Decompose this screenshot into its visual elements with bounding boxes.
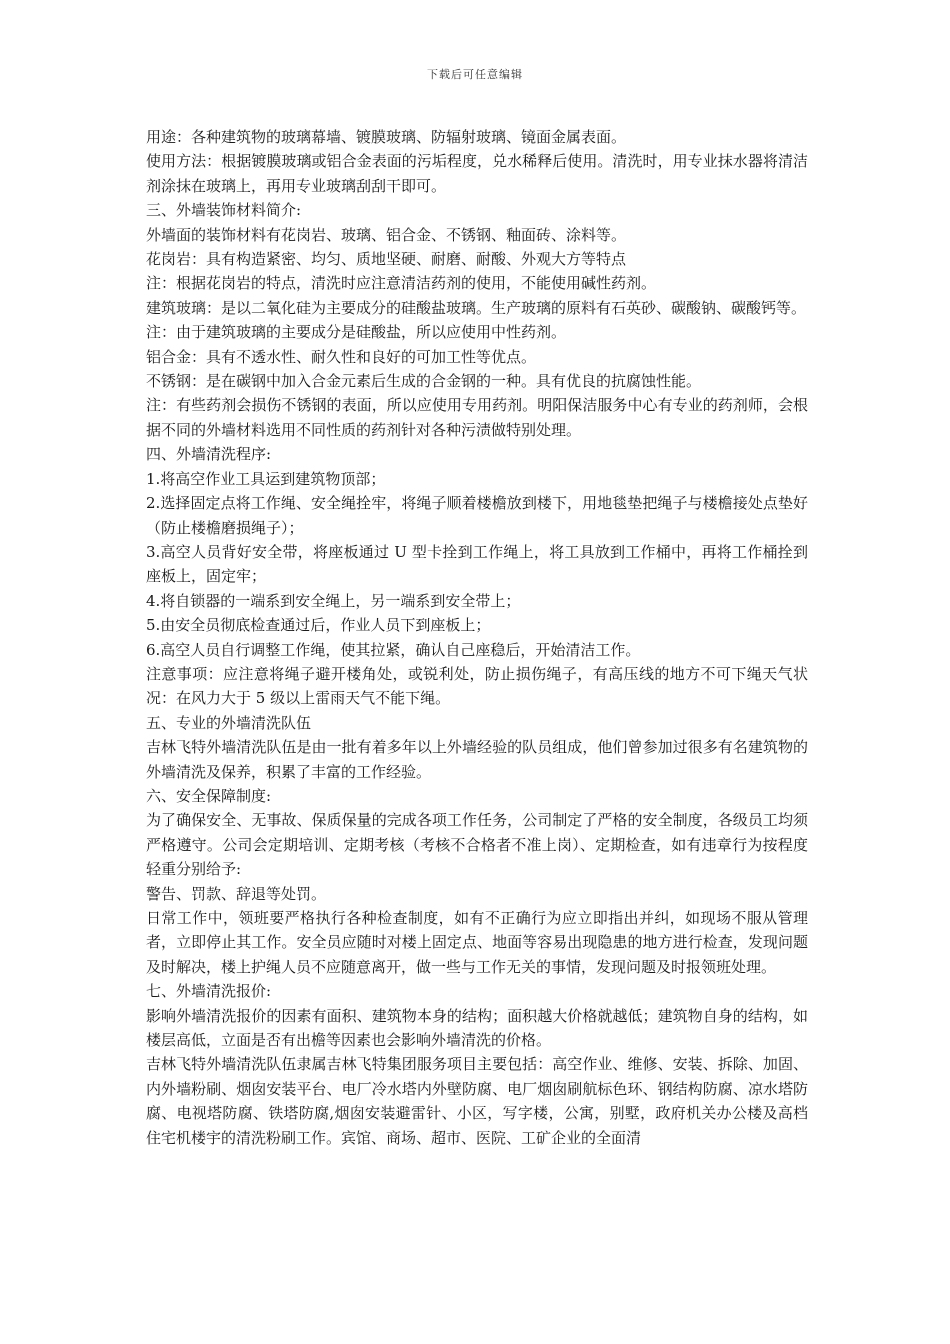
paragraph-pricing: 影响外墙清洗报价的因素有面积、建筑物本身的结构；面积越大价格就越低；建筑物自身的结构，如楼层高低，立面是否有出檐等因素也会影响外墙清洗的价格。 [146, 1006, 808, 1050]
paragraph-stainless: 不锈钢：是在碳钢中加入合金元素后生成的合金钢的一种。具有优良的抗腐蚀性能。 [146, 372, 702, 391]
document-body [146, 125, 808, 1150]
note-granite: 注：根据花岗岩的特点，清洗时应注意清洁药剂的使用，不能使用碱性药剂。 [146, 274, 657, 293]
procedure-step-4: 4.将自锁器的一端系到安全绳上，另一端系到安全带上； [146, 591, 521, 610]
paragraph-penalties: 警告、罚款、辞退等处罚。 [146, 884, 327, 903]
procedure-step-2: 2.选择固定点将工作绳、安全绳拴牢，将绳子顺着楼檐放到楼下，用地毯垫把绳子与楼檐接处点垫好（防止楼檐磨损绳子）； [146, 494, 808, 537]
section-heading-team: 五、专业的外墙清洗队伍 [146, 713, 312, 732]
page-header: 下载后可任意编辑 [427, 68, 523, 81]
paragraph-materials-list: 外墙面的装饰材料有花岗岩、玻璃、铝合金、不锈钢、釉面砖、涂料等。 [146, 225, 627, 244]
paragraph-granite: 花岗岩：具有构造紧密、均匀、质地坚硬、耐磨、耐酸、外观大方等特点 [146, 250, 627, 269]
paragraph-method: 使用方法：根据镀膜玻璃或铝合金表面的污垢程度，兑水稀释后使用。清洗时，用专业抹水器将清洁剂涂抹在玻璃上，再用专业玻璃刮刮干即可。 [146, 152, 808, 195]
paragraph-usage: 用途：各种建筑物的玻璃幕墙、镀膜玻璃、防辐射玻璃、镜面金属表面。 [146, 128, 627, 146]
note-glass: 注：由于建筑玻璃的主要成分是硅酸盐，所以应使用中性药剂。 [146, 323, 567, 342]
section-heading-safety: 六、安全保障制度: [146, 786, 272, 805]
paragraph-safety: 为了确保安全、无事故、保质保量的完成各项工作任务，公司制定了严格的安全制度，各级员工均须严格遵守。公司会定期培训、定期考核（考核不合格者不准上岗）、定期检查，如有违章行为按程度轻重分别给予: [146, 811, 808, 879]
paragraph-services: 吉林飞特外墙清洗队伍隶属吉林飞特集团服务项目主要包括：高空作业、维修、安装、拆除、加固、内外墙粉刷、烟囱安装平台、电厂冷水塔内外壁防腐、电厂烟囱刷航标色环、钢结构防腐、凉水塔防腐、电视塔防腐、铁塔防腐,烟囱安装避雷针、小区，写字楼，公寓，别墅，政府机关办公楼及高档住宅机楼宇的清洗粉刷工作。宾馆、商场、超市、医院、工矿企业的全面清 [146, 1055, 808, 1147]
paragraph-glass: 建筑玻璃：是以二氧化硅为主要成分的硅酸盐玻璃。生产玻璃的原料有石英砂、碳酸钠、碳酸钙等。 [146, 298, 807, 317]
note-stainless: 注：有些药剂会损伤不锈钢的表面，所以应使用专用药剂。明阳保洁服务中心有专业的药剂师，会根据不同的外墙材料选用不同性质的药剂针对各种污渍做特别处理。 [146, 396, 808, 439]
procedure-step-1: 1.将高空作业工具运到建筑物顶部； [146, 469, 386, 488]
paragraph-team: 吉林飞特外墙清洗队伍是由一批有着多年以上外墙经验的队员组成，他们曾参加过很多有名建筑物的外墙清洗及保养，积累了丰富的工作经验。 [146, 738, 808, 781]
paragraph-daily-work: 日常工作中，领班要严格执行各种检查制度，如有不正确行为应立即指出并纠，如现场不服从管理者，立即停止其工作。安全员应随时对楼上固定点、地面等容易出现隐患的地方进行检查，发现问题及时解决，楼上护绳人员不应随意离开，做一些与工作无关的事情，发现问题及时报领班处理。 [146, 909, 808, 976]
section-heading-pricing: 七、外墙清洗报价: [146, 982, 272, 1001]
section-heading-procedure: 四、外墙清洗程序: [146, 445, 272, 464]
section-heading-materials: 三、外墙装饰材料简介: [146, 201, 302, 220]
paragraph-precautions: 注意事项：应注意将绳子避开楼角处，或锐利处，防止损伤绳子，有高压线的地方不可下绳天气状况：在风力大于 5 级以上雷雨天气不能下绳。 [146, 664, 808, 708]
paragraph-aluminum: 铝合金：具有不透水性、耐久性和良好的可加工性等优点。 [146, 347, 537, 366]
procedure-step-6: 6.高空人员自行调整工作绳，使其拉紧，确认自己座稳后，开始清洁工作。 [146, 640, 641, 659]
procedure-step-3: 3.高空人员背好安全带，将座板通过 U 型卡拴到工作绳上，将工具放到工作桶中，再将工作桶拴到座板上，固定牢； [146, 542, 808, 586]
procedure-step-5: 5.由安全员彻底检查通过后，作业人员下到座板上； [146, 616, 491, 635]
